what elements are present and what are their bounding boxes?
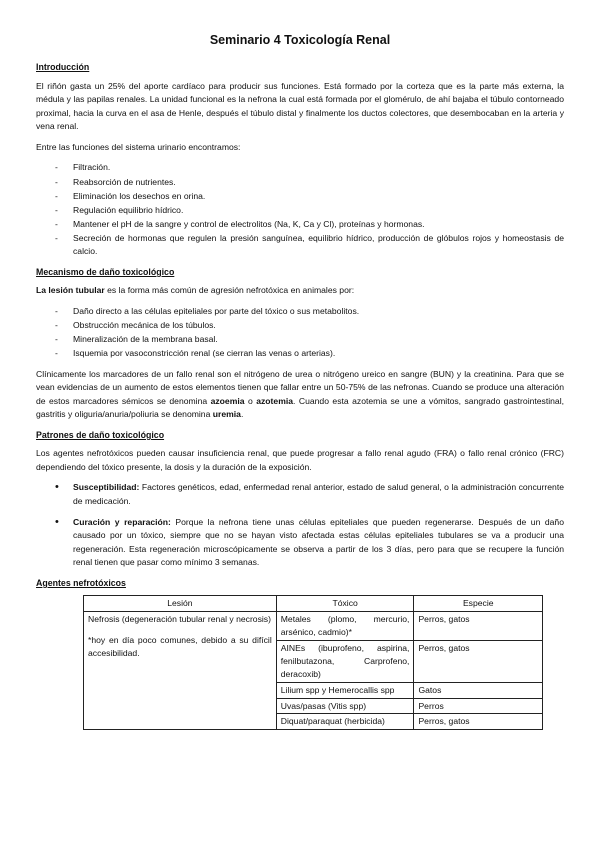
susceptibility-text: Factores genéticos, edad, enfermedad renal anterior, estado de salud general, o la administración concurrente de medicación. (73, 482, 564, 507)
list-item: - Isquemia por vasoconstricción renal (se cierran las venas o arterias). (36, 347, 564, 361)
repair-label: Curación y reparación: (73, 516, 171, 527)
list-item (36, 516, 564, 570)
toxic-cell: Uvas/pasas (Vitis spp) (276, 698, 414, 714)
agents-table-wrapper (83, 595, 543, 730)
heading-agents: Agentes nefrotóxicos (36, 577, 126, 588)
list-item: - Obstrucción mecánica de los túbulos. (36, 319, 564, 333)
section-mechanism (36, 266, 564, 422)
mechanism-list (36, 305, 564, 361)
functions-list (36, 161, 564, 259)
table-header-row (84, 596, 543, 612)
azotemia-term: azotemia (256, 395, 294, 406)
heading-patterns: Patrones de daño toxicológico (36, 430, 165, 441)
list-item (36, 481, 564, 508)
markers-paragraph (36, 368, 564, 422)
susceptibility-label: Susceptibilidad: (73, 482, 140, 493)
intro-paragraph: El riñón gasta un 25% del aporte cardíaco para producir sus funciones. Está formado por la corteza que es la parte más externa, la médula y las papilas renales. La unidad funcional es la nefrona la cual está formada por el glomérulo, de ahí bajaba el túbulo contorneado proximal, hacia la curva en el asa de Henle, después el túbulo distal y finalmente los ductos colectores, que desembocaban en la arteria y vena renal. (36, 80, 564, 132)
page-title: Seminario 4 Toxicología Renal (209, 33, 391, 47)
species-cell: Perros, gatos (414, 714, 543, 730)
functions-lead: Entre las funciones del sistema urinario encontramos: (36, 141, 241, 152)
column-header-lesion: Lesión (84, 596, 277, 612)
heading-mechanism: Mecanismo de daño toxicológico (36, 267, 175, 277)
column-header-toxic: Tóxico (276, 596, 414, 612)
list-item: - Mineralización de la membrana basal. (36, 333, 564, 347)
list-item: - Filtración. (36, 161, 564, 175)
patterns-list (36, 481, 564, 569)
list-item: - Regulación equilibrio hídrico. (36, 204, 564, 218)
mechanism-lead-text: es la forma más común de agresión nefrotóxica en animales por: (104, 285, 355, 296)
species-cell: Gatos (414, 682, 543, 698)
list-item: - Reabsorción de nutrientes. (36, 176, 564, 190)
list-item: - Eliminación los desechos en orina. (36, 190, 564, 204)
toxic-cell: Diquat/paraquat (herbicida) (276, 714, 414, 730)
column-header-species: Especie (414, 596, 543, 612)
lesion-note: *hoy en día poco comunes, debido a su difícil accesibilidad. (88, 635, 272, 658)
uremia-term: uremia (212, 409, 241, 420)
mechanism-lead (36, 284, 564, 298)
list-item: - Daño directo a las células epiteliales por parte del tóxico o sus metabolitos. (36, 305, 564, 319)
toxic-cell: Lilium spp y Hemerocallis spp (276, 682, 414, 698)
lesion-cell (84, 612, 277, 730)
heading-introduction: Introducción (36, 62, 90, 73)
species-cell: Perros, gatos (414, 612, 543, 641)
markers-text-a: Clínicamente los marcadores de un fallo renal son el nitrógeno de urea o nitrógeno ureico en sangre (BUN) y la creatinina. Para que se vean evidencias de un aumento de estos elementos tienen que fallar entre un 50-75% de las nefronas. Cuando se produce una alteración de estos marcadores sémicos se denomina (36, 368, 564, 406)
table-row (84, 612, 543, 641)
section-introduction (36, 61, 564, 259)
species-cell: Perros (414, 698, 543, 714)
lesion-tubular-term: La lesión tubular (36, 285, 105, 296)
agents-table (83, 595, 543, 730)
section-patterns (36, 429, 564, 570)
azoemia-term: azoemia (210, 395, 245, 406)
section-agents (36, 577, 564, 730)
lesion-nefrosis: Nefrosis (degeneración tubular renal y necrosis) (88, 614, 271, 625)
markers-text-b: . Cuando esta azotemia se une a vómitos, sangrado gastrointestinal, gastritis y oliguria/anuria/poliuria se denomina (36, 395, 565, 420)
markers-period: . (240, 409, 244, 420)
list-item: - Mantener el pH de la sangre y control de electrolitos (Na, K, Ca y Cl), proteínas y hormonas. (36, 218, 564, 232)
toxic-cell: Metales (plomo, mercurio, arsénico, cadmio)* (276, 612, 414, 641)
document-page (36, 32, 564, 730)
patterns-paragraph: Los agentes nefrotóxicos pueden causar insuficiencia renal, que puede progresar a fallo renal agudo (FRA) o fallo renal crónico (FRC) dependiendo del tóxico presente, la dosis y la duración de la exposición. (36, 448, 564, 472)
species-cell: Perros, gatos (414, 640, 543, 682)
list-item: - Secreción de hormonas que regulen la presión sanguínea, equilibrio hídrico, producción de glóbulos rojos y homeostasis de calcio. (36, 232, 564, 259)
toxic-cell: AINEs (ibuprofeno, aspirina, fenilbutazona, Carprofeno, deracoxib) (276, 640, 414, 682)
repair-text: Porque la nefrona tiene unas células epiteliales que pueden regenerarse. Después de un daño causado por un tóxico, siempre que no se hayan visto afectada estas células epiteliales tubulares se va a producir una regeneración. Esta regeneración microscópicamente se observa a partir de los 3 días, pero para que se recupere la función renal tienen que pasar como mínimo 3 semanas. (73, 516, 564, 568)
markers-or: o (244, 395, 257, 406)
